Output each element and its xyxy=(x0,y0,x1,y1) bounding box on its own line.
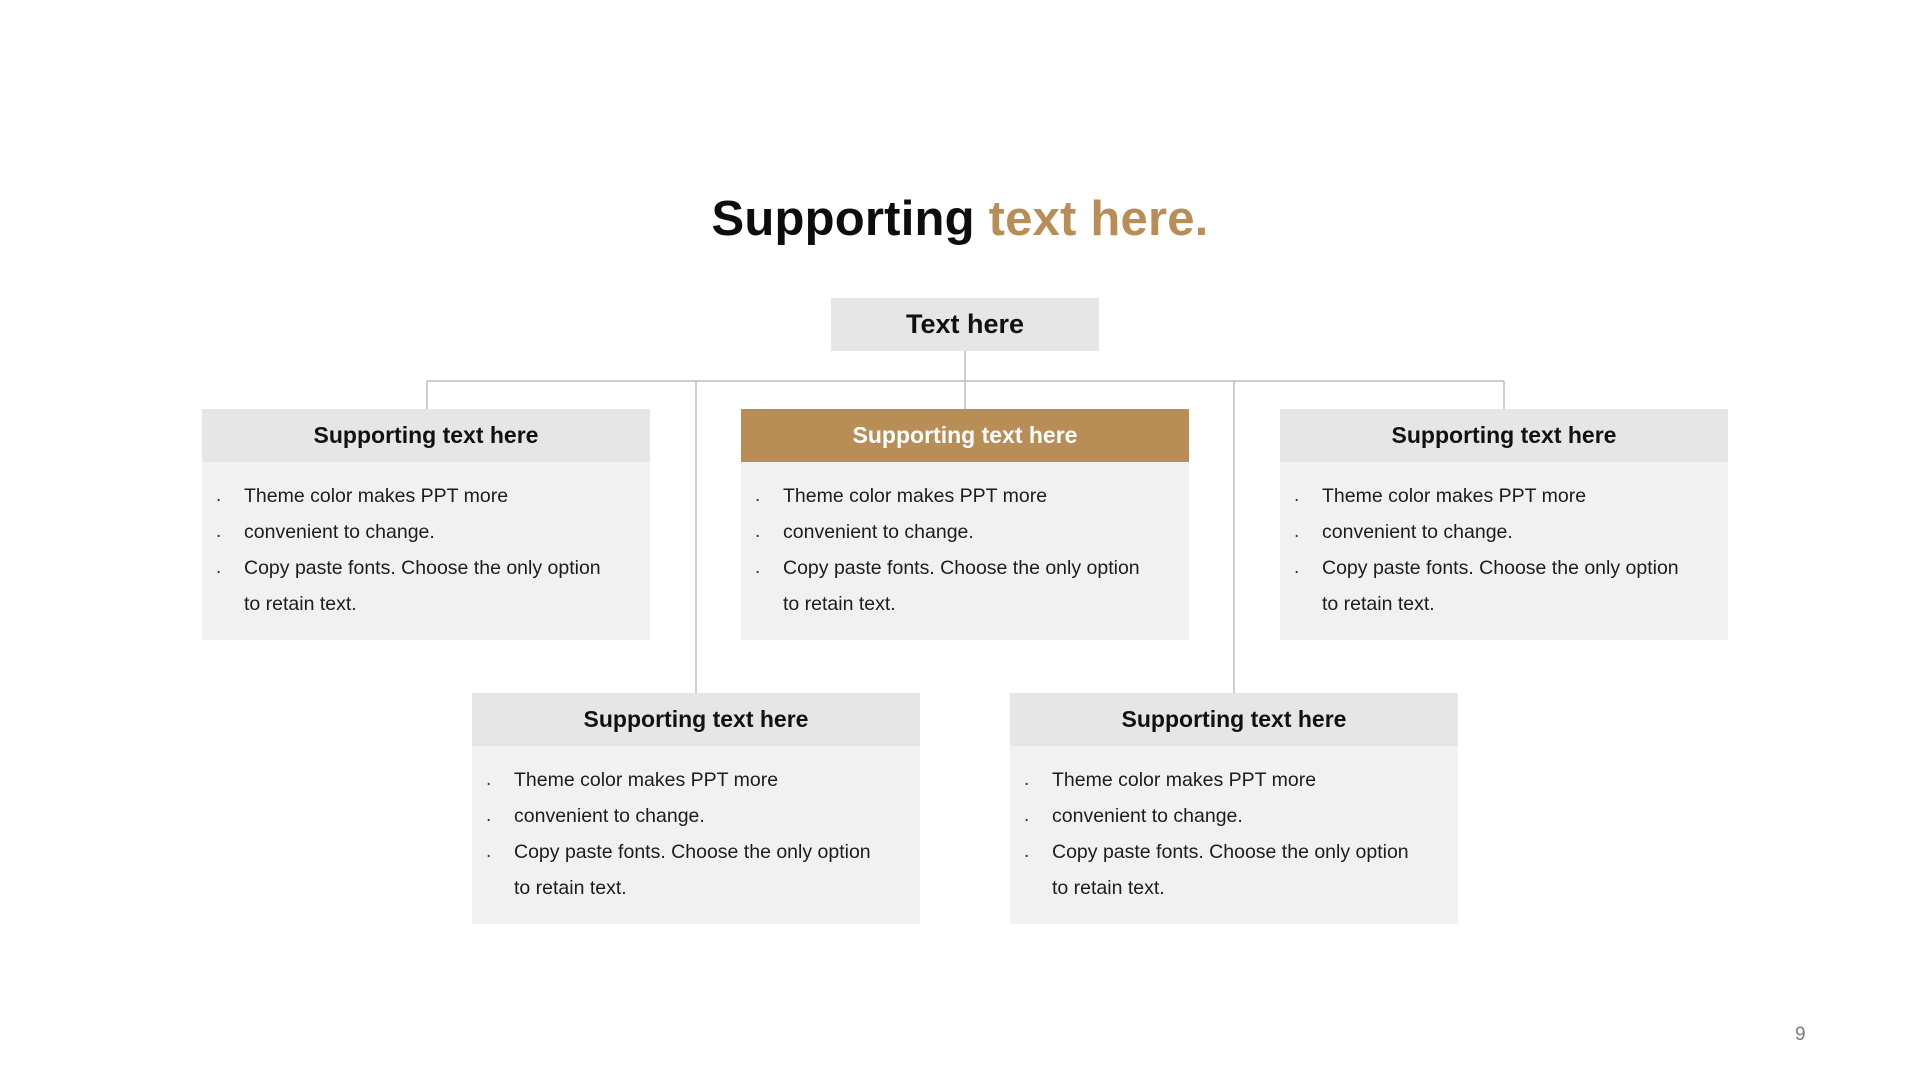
card-header: Supporting text here xyxy=(472,693,920,746)
bullet-dot: . xyxy=(216,485,222,506)
slide-title xyxy=(0,186,1920,252)
card-body xyxy=(202,462,650,622)
card-line-text: to retain text. xyxy=(1322,593,1435,615)
card-line xyxy=(741,514,1189,550)
card-body xyxy=(741,462,1189,622)
card-line xyxy=(1280,514,1728,550)
card-line-text: Theme color makes PPT more xyxy=(1052,769,1317,791)
card-body xyxy=(472,746,920,906)
bullet-dot: . xyxy=(486,805,492,826)
card-body xyxy=(1010,746,1458,906)
bullet-dot: . xyxy=(1024,805,1030,826)
bullet-dot: . xyxy=(216,557,222,578)
card-line-text: convenient to change. xyxy=(1322,521,1513,543)
bullet-dot: . xyxy=(486,769,492,790)
card-line xyxy=(1280,478,1728,514)
card-line xyxy=(1010,762,1458,798)
card-line-text: Copy paste fonts. Choose the only option xyxy=(783,557,1140,579)
card-line-text: to retain text. xyxy=(1052,877,1165,899)
bullet-dot: . xyxy=(1024,841,1030,862)
bullet-dot: . xyxy=(216,521,222,542)
card-line xyxy=(202,550,650,586)
card-line-text: convenient to change. xyxy=(1052,805,1243,827)
card-header: Supporting text here xyxy=(202,409,650,462)
card-line-text: Theme color makes PPT more xyxy=(783,485,1048,507)
card-line xyxy=(1010,798,1458,834)
bullet-dot: . xyxy=(1294,485,1300,506)
bullet-dot: . xyxy=(755,521,761,542)
card-line-text: Copy paste fonts. Choose the only option xyxy=(1322,557,1679,579)
card-line xyxy=(202,514,650,550)
bullet-dot: . xyxy=(1024,769,1030,790)
card-line-text: Theme color makes PPT more xyxy=(1322,485,1587,507)
card-line xyxy=(741,586,1189,622)
root-node-label: Text here xyxy=(905,309,1025,339)
card-top-center xyxy=(741,409,1189,640)
card-line-text: convenient to change. xyxy=(244,521,435,543)
card-line xyxy=(472,834,920,870)
card-line-text: Theme color makes PPT more xyxy=(514,769,779,791)
card-line xyxy=(1010,834,1458,870)
card-bottom-left xyxy=(472,693,920,924)
card-line-text: Theme color makes PPT more xyxy=(244,485,509,507)
card-body xyxy=(1280,462,1728,622)
bullet-dot: . xyxy=(1294,521,1300,542)
card-top-right xyxy=(1280,409,1728,640)
title-part-dark: Supporting xyxy=(711,192,975,246)
title-part-accent: text here. xyxy=(988,192,1209,246)
card-line xyxy=(1280,586,1728,622)
card-top-left xyxy=(202,409,650,640)
card-line xyxy=(472,870,920,906)
bullet-dot: . xyxy=(1294,557,1300,578)
card-line xyxy=(741,550,1189,586)
card-line xyxy=(202,586,650,622)
card-line xyxy=(741,478,1189,514)
card-line-text: to retain text. xyxy=(514,877,627,899)
card-line-text: convenient to change. xyxy=(514,805,705,827)
card-line xyxy=(202,478,650,514)
card-line xyxy=(472,798,920,834)
card-line xyxy=(1280,550,1728,586)
card-line-text: Copy paste fonts. Choose the only option xyxy=(1052,841,1409,863)
card-line xyxy=(472,762,920,798)
card-header: Supporting text here xyxy=(1010,693,1458,746)
card-header: Supporting text here xyxy=(1280,409,1728,462)
bullet-dot: . xyxy=(755,485,761,506)
card-line-text: convenient to change. xyxy=(783,521,974,543)
root-node xyxy=(831,298,1099,351)
card-line-text: Copy paste fonts. Choose the only option xyxy=(514,841,871,863)
card-line-text: to retain text. xyxy=(783,593,896,615)
card-bottom-right xyxy=(1010,693,1458,924)
card-line-text: Copy paste fonts. Choose the only option xyxy=(244,557,601,579)
bullet-dot: . xyxy=(755,557,761,578)
card-header-accent: Supporting text here xyxy=(741,409,1189,462)
card-line xyxy=(1010,870,1458,906)
card-line-text: to retain text. xyxy=(244,593,357,615)
page-number: 9 xyxy=(1795,1024,1806,1045)
bullet-dot: . xyxy=(486,841,492,862)
